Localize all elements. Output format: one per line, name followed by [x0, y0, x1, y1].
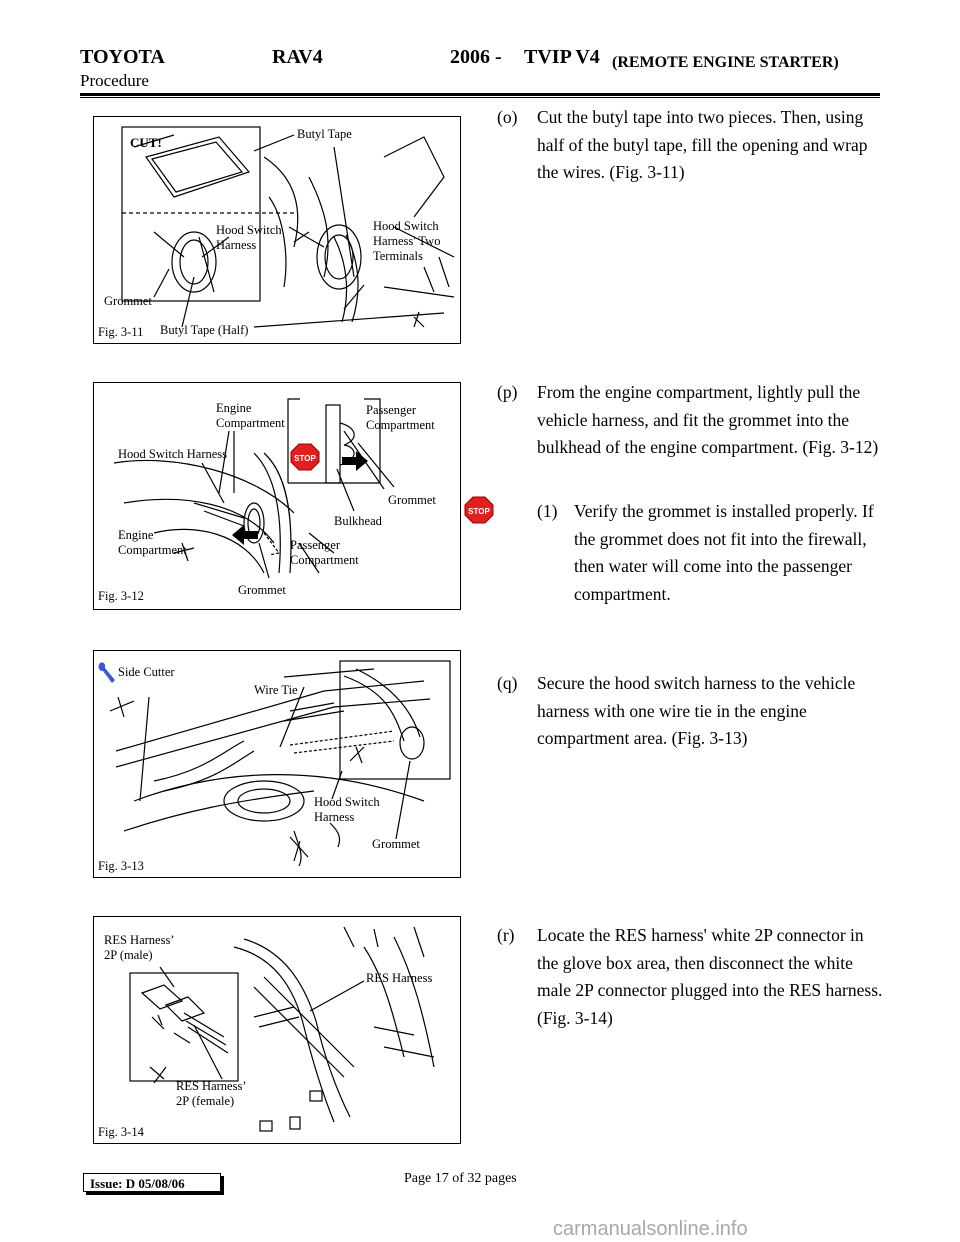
stop-icon — [464, 496, 494, 524]
step-p-1-text: Verify the grommet is installed properly. If the grommet does not fit into the firewall, then water will come into the passenger compartment. — [574, 501, 874, 604]
header-year: 2006 - — [450, 46, 502, 68]
step-o-tag: (o) — [497, 107, 518, 127]
fig-3-12-label-grommet-top: Grommet — [388, 493, 436, 507]
figure-3-12 — [93, 382, 461, 610]
svg-text:STOP: STOP — [468, 507, 490, 516]
issue-box: Issue: D 05/08/06 — [83, 1173, 221, 1192]
section-name: Procedure — [80, 71, 149, 90]
fig-3-11-label-two-terminals: Hood Switch Harness' Two Terminals — [373, 219, 441, 263]
step-p-tag: (p) — [497, 382, 518, 402]
figure-3-13 — [93, 650, 461, 878]
fig-3-12-label-engine-compartment-top: Engine Compartment — [216, 401, 285, 430]
fig-3-14-label-2p-male: RES Harness’ 2P (male) — [104, 933, 175, 962]
step-p-1-tag: (1) — [537, 501, 558, 521]
header-rule-thin — [80, 97, 880, 98]
fig-3-12-label-engine-compartment: Engine Compartment — [118, 528, 187, 557]
header-model: RAV4 — [272, 46, 323, 68]
step-r-text: Locate the RES harness' white 2P connector in the glove box area, then disconnect the white male 2P connector plugged into the RES harness. (Fig. 3-14) — [537, 925, 883, 1028]
fig-3-13-caption: Fig. 3-13 — [98, 859, 144, 873]
fig-3-14-label-res-harness: RES Harness — [366, 971, 433, 985]
fig-3-11-caption: Fig. 3-11 — [98, 325, 144, 339]
step-q-tag: (q) — [497, 673, 518, 693]
stop-icon — [290, 443, 320, 471]
fig-3-12-caption: Fig. 3-12 — [98, 589, 144, 603]
fig-3-13-label-side-cutter: Side Cutter — [118, 665, 175, 679]
fig-3-14-caption: Fig. 3-14 — [98, 1125, 144, 1139]
arrow-left-icon — [232, 525, 258, 545]
fig-3-12-label-passenger-compartment: Passenger Compartment — [290, 538, 359, 567]
step-r-tag: (r) — [497, 925, 515, 945]
arrow-icon — [342, 451, 368, 471]
watermark: carmanualsonline.info — [553, 1218, 748, 1240]
fig-3-13-label-wire-tie: Wire Tie — [254, 683, 298, 697]
fig-3-12-label-bulkhead: Bulkhead — [334, 514, 382, 528]
fig-3-12-label-passenger-compartment-top: Passenger Compartment — [366, 403, 435, 432]
fig-3-11-label-butyl-tape-half: Butyl Tape (Half) — [160, 323, 249, 337]
fig-3-11-label-butyl-tape: Butyl Tape — [297, 127, 352, 141]
header-brand: TOYOTA — [80, 46, 165, 68]
step-p-text: From the engine compartment, lightly pull the vehicle harness, and fit the grommet into the bulkhead of the engine compartment. (Fig. 3-12) — [537, 382, 879, 457]
fig-3-11-label-grommet: Grommet — [104, 294, 152, 308]
fig-3-12-label-hood-switch-harness: Hood Switch Harness — [118, 447, 228, 461]
header-product-note: (REMOTE ENGINE STARTER) — [612, 54, 839, 71]
svg-text:STOP: STOP — [294, 454, 316, 463]
wrench-icon — [96, 661, 116, 687]
header-product: TVIP V4 — [524, 46, 600, 68]
figure-3-14 — [93, 916, 461, 1144]
step-o-text: Cut the butyl tape into two pieces. Then, using half of the butyl tape, fill the opening and wrap the wires. (Fig. 3-11) — [537, 107, 868, 182]
fig-3-13-label-hood-switch-harness: Hood Switch Harness — [314, 795, 380, 824]
fig-3-13-label-grommet: Grommet — [372, 837, 420, 851]
header-rule — [80, 93, 880, 96]
figure-3-11 — [93, 116, 461, 344]
fig-3-11-label-cut: CUT! — [130, 135, 162, 150]
page-number: Page 17 of 32 pages — [404, 1171, 517, 1186]
fig-3-12-label-grommet: Grommet — [238, 583, 286, 597]
step-q-text: Secure the hood switch harness to the vehicle harness with one wire tie in the engine compartment area. (Fig. 3-13) — [537, 673, 856, 748]
fig-3-11-label-hood-switch-harness: Hood Switch Harness — [216, 223, 282, 252]
fig-3-14-label-2p-female: RES Harness’ 2P (female) — [176, 1079, 247, 1108]
